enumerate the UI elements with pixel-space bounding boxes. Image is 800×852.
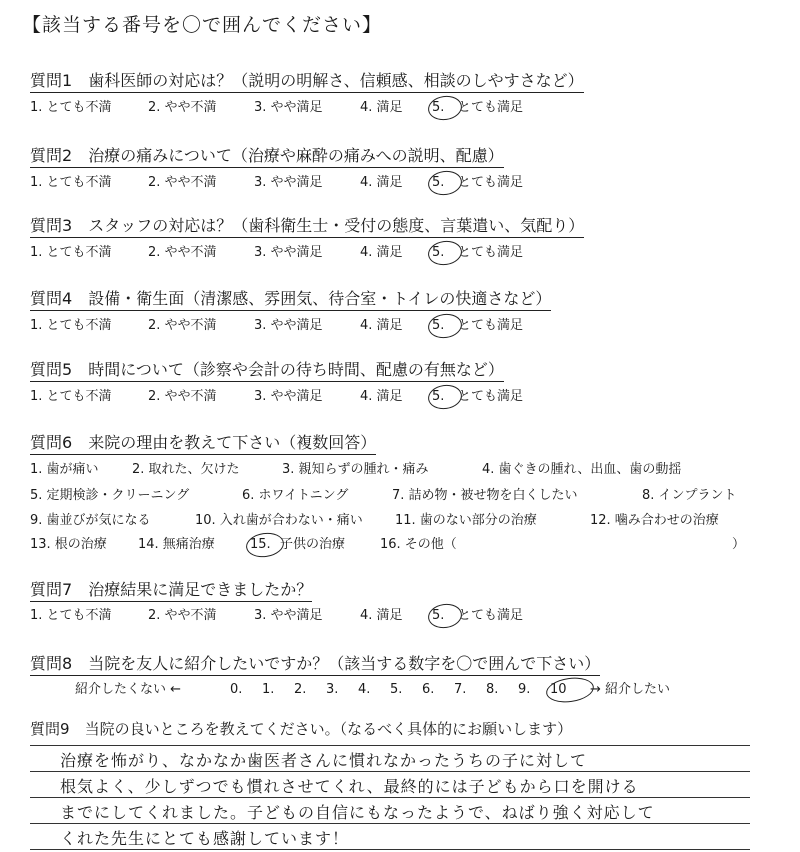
q4-options bbox=[30, 314, 523, 333]
answer-line bbox=[30, 797, 750, 798]
q2-opt-5-label: とても満足 bbox=[458, 175, 524, 190]
q6-opt-15-label: 子供の治療 bbox=[280, 537, 346, 552]
form-title: 【該当する番号を〇で囲んでください】 bbox=[22, 14, 383, 36]
q7-opt-5-selected[interactable]: 5. bbox=[432, 608, 458, 623]
question-9 bbox=[30, 718, 572, 739]
q8-scale bbox=[75, 678, 670, 697]
q8-right-label: → 紹介したい bbox=[590, 682, 671, 697]
q6-options-row-1 bbox=[30, 458, 681, 477]
question-7 bbox=[30, 577, 312, 602]
q8-opt-8[interactable]: 8. bbox=[486, 682, 499, 697]
q4-opt-5-selected[interactable]: 5. bbox=[432, 318, 458, 333]
q4-opt-3[interactable]: 3. やや満足 bbox=[254, 318, 323, 333]
q7-opt-1[interactable]: 1. とても不満 bbox=[30, 608, 112, 623]
handwritten-answer-line-3: までにしてくれました。子どもの自信にもなったようで、ねばり強く対応して bbox=[60, 803, 655, 822]
q3-text: スタッフの対応は？（歯科衛生士・受付の態度、言葉遣い、気配り） bbox=[88, 216, 585, 235]
q7-opt-2[interactable]: 2. やや不満 bbox=[148, 608, 217, 623]
q7-label: 質問7 bbox=[30, 580, 73, 599]
q4-label: 質問4 bbox=[30, 289, 73, 308]
q6-opt-2[interactable]: 2. 取れた、欠けた bbox=[132, 462, 240, 477]
question-3 bbox=[30, 213, 584, 238]
selection-circle bbox=[545, 675, 596, 705]
q1-opt-4[interactable]: 4. 満足 bbox=[360, 100, 403, 115]
q6-options-row-4 bbox=[30, 533, 745, 552]
q4-opt-2[interactable]: 2. やや不満 bbox=[148, 318, 217, 333]
answer-line-top bbox=[30, 745, 750, 746]
q6-opt-15-selected[interactable]: 15. bbox=[250, 537, 280, 552]
q8-opt-9[interactable]: 9. bbox=[518, 682, 531, 697]
q8-opt-6[interactable]: 6. bbox=[422, 682, 435, 697]
q2-opt-1[interactable]: 1. とても不満 bbox=[30, 175, 112, 190]
q5-opt-5-selected[interactable]: 5. bbox=[432, 389, 458, 404]
q1-opt-3[interactable]: 3. やや満足 bbox=[254, 100, 323, 115]
q6-opt-9[interactable]: 9. 歯並びが気になる bbox=[30, 513, 151, 528]
q1-opt-5-selected[interactable]: 5. bbox=[432, 100, 458, 115]
q4-opt-5-label: とても満足 bbox=[458, 318, 524, 333]
q5-opt-2[interactable]: 2. やや不満 bbox=[148, 389, 217, 404]
question-5 bbox=[30, 357, 504, 382]
q6-options-row-3 bbox=[30, 509, 719, 528]
q3-opt-5-selected[interactable]: 5. bbox=[432, 245, 458, 260]
q8-opt-1[interactable]: 1. bbox=[262, 682, 275, 697]
q8-label: 質問8 bbox=[30, 654, 73, 673]
q3-options bbox=[30, 241, 523, 260]
question-8 bbox=[30, 651, 600, 676]
answer-line bbox=[30, 849, 750, 850]
q5-label: 質問5 bbox=[30, 360, 73, 379]
q7-text: 治療結果に満足できましたか？ bbox=[88, 580, 313, 599]
question-2 bbox=[30, 143, 504, 168]
q5-opt-1[interactable]: 1. とても不満 bbox=[30, 389, 112, 404]
q5-opt-5-label: とても満足 bbox=[458, 389, 524, 404]
selection-circle bbox=[245, 530, 286, 559]
q5-opt-4[interactable]: 4. 満足 bbox=[360, 389, 403, 404]
q6-label: 質問6 bbox=[30, 433, 73, 452]
q6-opt-11[interactable]: 11. 歯のない部分の治療 bbox=[395, 513, 537, 528]
q5-opt-3[interactable]: 3. やや満足 bbox=[254, 389, 323, 404]
q3-opt-1[interactable]: 1. とても不満 bbox=[30, 245, 112, 260]
q8-opt-7[interactable]: 7. bbox=[454, 682, 467, 697]
q2-opt-2[interactable]: 2. やや不満 bbox=[148, 175, 217, 190]
q1-label: 質問1 bbox=[30, 71, 73, 90]
q7-opt-3[interactable]: 3. やや満足 bbox=[254, 608, 323, 623]
answer-line bbox=[30, 823, 750, 824]
q3-label: 質問3 bbox=[30, 216, 73, 235]
q8-left-label: 紹介したくない ← bbox=[75, 682, 182, 697]
q4-opt-1[interactable]: 1. とても不満 bbox=[30, 318, 112, 333]
question-6 bbox=[30, 430, 376, 455]
handwritten-answer-line-1: 治療を怖がり、なかなか歯医者さんに慣れなかったうちの子に対して bbox=[60, 751, 588, 770]
q6-opt-7[interactable]: 7. 詰め物・被せ物を白くしたい bbox=[392, 488, 578, 503]
q1-opt-2[interactable]: 2. やや不満 bbox=[148, 100, 217, 115]
q7-options bbox=[30, 604, 523, 623]
q6-text: 来院の理由を教えて下さい（複数回答） bbox=[88, 433, 377, 452]
q8-opt-4[interactable]: 4. bbox=[358, 682, 371, 697]
q6-opt-14[interactable]: 14. 無痛治療 bbox=[138, 537, 215, 552]
q2-opt-3[interactable]: 3. やや満足 bbox=[254, 175, 323, 190]
q8-text: 当院を友人に紹介したいですか？（該当する数字を〇で囲んで下さい） bbox=[88, 654, 601, 673]
q6-opt-3[interactable]: 3. 親知らずの腫れ・痛み bbox=[282, 462, 429, 477]
handwritten-answer-line-4: くれた先生にとても感謝しています！ bbox=[60, 829, 350, 848]
q2-opt-4[interactable]: 4. 満足 bbox=[360, 175, 403, 190]
question-1 bbox=[30, 68, 584, 93]
answer-line bbox=[30, 771, 750, 772]
q4-opt-4[interactable]: 4. 満足 bbox=[360, 318, 403, 333]
q6-opt-16-close: ） bbox=[732, 537, 746, 552]
q3-opt-2[interactable]: 2. やや不満 bbox=[148, 245, 217, 260]
q1-options bbox=[30, 96, 523, 115]
handwritten-answer-line-2: 根気よく、少しずつでも慣れさせてくれ、最終的には子どもから口を開ける bbox=[60, 777, 639, 796]
q5-options bbox=[30, 385, 523, 404]
q3-opt-4[interactable]: 4. 満足 bbox=[360, 245, 403, 260]
q8-opt-5[interactable]: 5. bbox=[390, 682, 403, 697]
q1-text: 歯科医師の対応は？（説明の明解さ、信頼感、相談のしやすさなど） bbox=[88, 71, 584, 90]
q6-opt-13[interactable]: 13. 根の治療 bbox=[30, 537, 107, 552]
q6-opt-12[interactable]: 12. 噛み合わせの治療 bbox=[590, 513, 719, 528]
q2-text: 治療の痛みについて（治療や麻酔の痛みへの説明、配慮） bbox=[88, 146, 504, 165]
q5-text: 時間について（診察や会計の待ち時間、配慮の有無など） bbox=[88, 360, 504, 379]
q2-options bbox=[30, 171, 523, 190]
q7-opt-4[interactable]: 4. 満足 bbox=[360, 608, 403, 623]
q4-text: 設備・衛生面（清潔感、雰囲気、待合室・トイレの快適さなど） bbox=[88, 289, 552, 308]
q8-opt-10-selected[interactable]: 10 bbox=[550, 682, 590, 697]
q8-opt-0[interactable]: 0. bbox=[230, 682, 243, 697]
q1-opt-1[interactable]: 1. とても不満 bbox=[30, 100, 112, 115]
q7-opt-5-label: とても満足 bbox=[458, 608, 524, 623]
q6-opt-4[interactable]: 4. 歯ぐきの腫れ、出血、歯の動揺 bbox=[482, 462, 682, 477]
q6-opt-5[interactable]: 5. 定期検診・クリーニング bbox=[30, 488, 190, 503]
q6-opt-10[interactable]: 10. 入れ歯が合わない・痛い bbox=[195, 513, 363, 528]
q6-options-row-2 bbox=[30, 484, 737, 503]
q9-text: 当院の良いところを教えてください。（なるべく具体的にお願いします） bbox=[84, 720, 573, 738]
q6-opt-6[interactable]: 6. ホワイトニング bbox=[242, 488, 349, 503]
q9-label: 質問9 bbox=[30, 720, 70, 738]
q6-opt-16[interactable]: 16. その他（ bbox=[380, 537, 457, 552]
q3-opt-3[interactable]: 3. やや満足 bbox=[254, 245, 323, 260]
q6-opt-1[interactable]: 1. 歯が痛い bbox=[30, 462, 99, 477]
q1-opt-5-label: とても満足 bbox=[458, 100, 524, 115]
q8-opt-3[interactable]: 3. bbox=[326, 682, 339, 697]
q6-opt-8[interactable]: 8. インプラント bbox=[642, 488, 737, 503]
q3-opt-5-label: とても満足 bbox=[458, 245, 524, 260]
question-4 bbox=[30, 286, 551, 311]
q2-opt-5-selected[interactable]: 5. bbox=[432, 175, 458, 190]
q2-label: 質問2 bbox=[30, 146, 73, 165]
q8-opt-2[interactable]: 2. bbox=[294, 682, 307, 697]
